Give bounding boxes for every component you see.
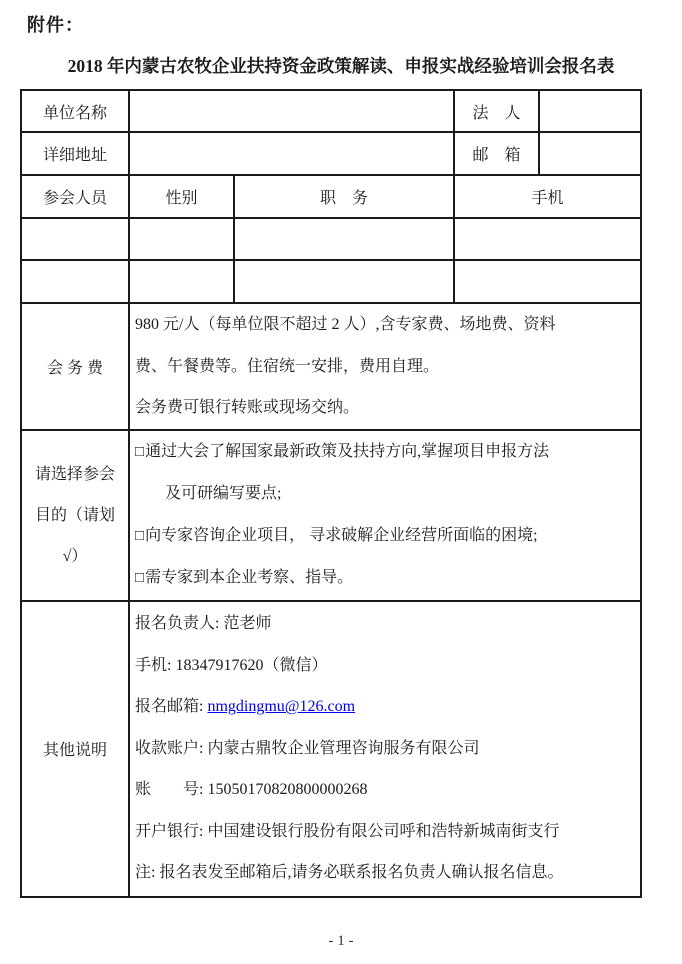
address-input-cell[interactable] (129, 132, 454, 175)
email-label: 邮 箱 (454, 132, 539, 175)
participant-gender-input-cell[interactable] (129, 260, 234, 303)
account-number-line: 账 号: 15050170820800000268 (135, 781, 368, 799)
page-number: - 1 - (328, 933, 354, 949)
table-row (21, 260, 641, 303)
checkbox-icon[interactable]: □ (135, 443, 145, 460)
participant-gender-input-cell[interactable] (129, 218, 234, 260)
bank-line: 开户银行: 中国建设银行股份有限公司呼和浩特新城南街支行 (135, 822, 560, 840)
table-row (21, 601, 641, 897)
page-title: 2018 年内蒙古农牧企业扶持资金政策解读、申报实战经验培训会报名表 (67, 56, 615, 76)
contact-phone-line: 手机: 18347917620（微信） (135, 656, 328, 674)
contact-person-line: 报名负责人: 范老师 (135, 615, 272, 633)
purpose-label (21, 430, 129, 601)
table-row (21, 175, 641, 218)
other-info-label: 其他说明 (21, 601, 129, 897)
participant-name-input-cell[interactable] (21, 260, 129, 303)
table-row (21, 303, 641, 430)
purpose-option-1 (135, 431, 635, 474)
table-row (21, 90, 641, 132)
legal-person-label: 法 人 (454, 90, 539, 132)
fee-line: 980 元/人（每单位限不超过 2 人）,含专家费、场地费、资料 (135, 316, 556, 333)
checkbox-icon[interactable]: □ (135, 570, 145, 586)
unit-name-label: 单位名称 (21, 90, 129, 132)
participant-position-input-cell[interactable] (234, 218, 454, 260)
table-row (21, 430, 641, 601)
position-header: 职 务 (234, 175, 454, 218)
legal-person-input-cell[interactable] (539, 90, 641, 132)
purpose-label-line: 请选择参会 (34, 465, 115, 483)
participant-mobile-input-cell[interactable] (454, 260, 641, 303)
table-row (21, 218, 641, 260)
account-name-line: 收款账户: 内蒙古鼎牧企业管理咨询服务有限公司 (135, 739, 480, 757)
attachment-label: 附件： (27, 15, 84, 35)
participant-name-input-cell[interactable] (21, 218, 129, 260)
participant-mobile-input-cell[interactable] (454, 218, 641, 260)
registration-table (20, 89, 642, 898)
other-info-cell (129, 601, 641, 897)
purpose-option-text: 通过大会了解国家最新政策及扶持方向,掌握项目申报方法 (145, 442, 550, 460)
purpose-label-line: √） (62, 547, 88, 565)
purpose-option-3 (135, 557, 635, 600)
fee-line: 会务费可银行转账或现场交纳。 (135, 399, 360, 416)
purpose-label-line: 目的（请划 (34, 506, 115, 524)
participants-label: 参会人员 (21, 175, 129, 218)
fee-label: 会 务 费 (21, 303, 129, 430)
table-row (21, 132, 641, 175)
gender-header: 性别 (129, 175, 234, 218)
purpose-option-text: 需专家到本企业考察、指导。 (145, 569, 354, 586)
fee-line: 费、午餐费等。住宿统一安排，费用自理。 (135, 357, 440, 375)
address-label: 详细地址 (21, 132, 129, 175)
checkbox-icon[interactable]: □ (135, 527, 145, 544)
note-line: 注: 报名表发至邮箱后,请务必联系报名负责人确认报名信息。 (135, 864, 564, 882)
purpose-option-2 (135, 515, 635, 558)
mobile-header: 手机 (454, 175, 641, 218)
purpose-options-cell (129, 430, 641, 601)
fee-details-cell (129, 303, 641, 430)
email-input-cell[interactable] (539, 132, 641, 175)
participant-position-input-cell[interactable] (234, 260, 454, 303)
purpose-option-text: 向专家咨询企业项目， 寻求破解企业经营所面临的困境; (145, 526, 538, 544)
registration-email-line (135, 686, 635, 728)
email-prefix: 报名邮箱: (135, 698, 208, 716)
unit-name-input-cell[interactable] (129, 90, 454, 132)
purpose-option-1-wrap: 及可研编写要点; (165, 485, 282, 502)
registration-email-link[interactable]: nmgdingmu@126.com (207, 698, 356, 716)
